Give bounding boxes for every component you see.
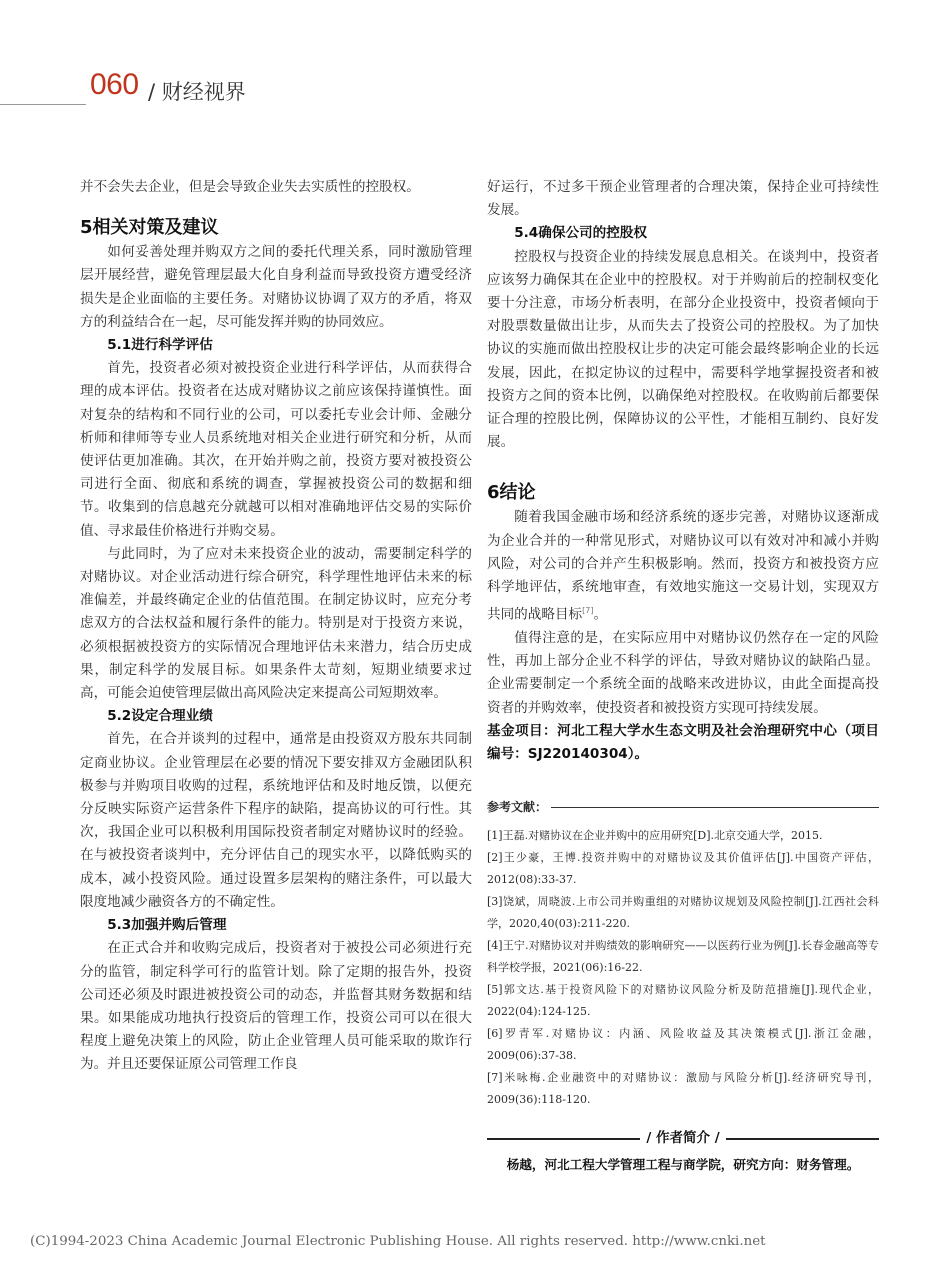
paragraph: 控股权与投资企业的持续发展息息相关。在谈判中，投资者应该努力确保其在企业中的控股权。对于并购前后的控制权变化要十分注意，市场分析表明，在部分企业投资中，投资者倾向于对股票数量做出让步，从而失去了投资公司的控股权。为了加快协议的实施而做出控股权让步的决定可能会最终影响企业的长远发展，因此，在拟定协议的过程中，需要科学地掌握投资者和被投资方之间的资本比例，以确保绝对控股权。在收购前后都要保证合理的控股比例，保障协议的公平性，才能相互制约、良好发展。 bbox=[487, 248, 879, 451]
paragraph: 首先，投资者必须对被投资企业进行科学评估，从而获得合理的成本评估。投资者在达成对赌协议之前应该保持谨慎性。面对复杂的结构和不同行业的公司，可以委托专业会计师、金融分析师和律师等专业人员系统地对相关企业进行研究和分析，从而使评估更加准确。其次，在开始并购之前，投资方要对被投资公司进行全面、彻底和系统的调查，掌握被投资公司的数据和细节。收集到的信息越充分就越可以相对准确地评估交易的实际价值、寻求最佳价格进行并购交易。 bbox=[80, 360, 472, 539]
author-rule-left bbox=[487, 1138, 640, 1140]
paragraph: 值得注意的是，在实际应用中对赌协议仍然存在一定的风险性，再加上部分企业不科学的评估，导致对赌协议的缺陷凸显。企业需要制定一个系统全面的战略来改进协议，由此全面提高投资者的并购效率，使投资者和被投资方实现可持续发展。 bbox=[487, 629, 879, 716]
header-rule bbox=[0, 104, 86, 105]
page-number: 060 bbox=[90, 68, 139, 101]
reference-item: [7]米咏梅.企业融资中的对赌协议：激励与风险分析[J].经济研究导刊，2009(36):118-120. bbox=[487, 1071, 879, 1107]
section-heading-5: 5相关对策及建议 bbox=[80, 217, 219, 239]
reference-item: [5]郭文达.基于投资风险下的对赌协议风险分析及防范措施[J].现代企业，2022(04):124-125. bbox=[487, 983, 879, 1019]
subsection-heading-5-1: 5.1进行科学评估 bbox=[107, 337, 213, 354]
paragraph-text: 。 bbox=[593, 606, 608, 623]
paragraph: 如何妥善处理并购双方之间的委托代理关系，同时激励管理层开展经营，避免管理层最大化自身利益而导致投资方遭受经济损失是企业面临的主要任务。对赌协议协调了双方的矛盾，将双方的利益结合在一起，尽可能发挥并购的协同效应。 bbox=[80, 244, 472, 330]
reference-item: [6]罗青军.对赌协议：内涵、风险收益及其决策模式[J].浙江金融，2009(06):37-38. bbox=[487, 1027, 879, 1063]
paragraph: 与此同时，为了应对未来投资企业的波动，需要制定科学的对赌协议。对企业活动进行综合研究，科学理性地评估未来的标准偏差，并最终确定企业的估值范围。在制定协议时，应充分考虑双方的合法权益和履行条件的能力。特别是对于投资方来说，必须根据被投资方的实际情况合理地评估未来潜力，结合历史成果，制定科学的发展目标。如果条件太苛刻，短期业绩要求过高，可能会迫使管理层做出高风险决定来提高公司短期效率。 bbox=[80, 545, 472, 702]
references-heading bbox=[487, 796, 879, 819]
subsection-heading-5-4: 5.4确保公司的控股权 bbox=[514, 225, 648, 242]
paragraph-text: 随着我国金融市场和经济系统的逐步完善，对赌协议逐渐成为企业合并的一种常见形式，对赌协议可以有效对冲和减小并购风险，对公司的合并产生积极影响。然而，投资方和被投资方应科学地评估，系统地审查，有效地实施这一交易计划，实现双方共同的战略目标 bbox=[487, 509, 879, 623]
paragraph: 好运行，不过多干预企业管理者的合理决策，保持企业可持续性发展。 bbox=[487, 179, 879, 219]
reference-list bbox=[487, 825, 879, 1111]
author-bio-text: 杨越，河北工程大学管理工程与商学院，研究方向：财务管理。 bbox=[506, 1156, 860, 1172]
paragraph: 在正式合并和收购完成后，投资者对于被投公司必须进行充分的监管，制定科学可行的监管计划。除了定期的报告外，投资公司还必须及时跟进被投资公司的动态，并监督其财务数据和结果。如果能成功地执行投资后的管理工作，投资公司可以在很大程度上避免决策上的风险，防止企业管理人员可能采取的欺诈行为。并且还要保证原公司管理工作良 bbox=[80, 940, 472, 1073]
paragraph bbox=[487, 506, 879, 627]
reference-item: [3]饶斌，周晓波.上市公司并购重组的对赌协议规划及风险控制[J].江西社会科学，2020,40(03):211-220. bbox=[487, 895, 879, 931]
section-title: / 财经视界 bbox=[148, 80, 246, 104]
reference-item: [1]王磊.对赌协议在企业并购中的应用研究[D].北京交通大学，2015. bbox=[487, 829, 823, 843]
subsection-heading-5-3: 5.3加强并购后管理 bbox=[107, 917, 227, 934]
copyright-footer: (C)1994-2023 China Academic Journal Electronic Publishing House. All rights reserved. http://www.cnki.net bbox=[30, 1234, 766, 1249]
right-column bbox=[487, 176, 879, 1176]
author-rule-right bbox=[726, 1138, 879, 1140]
references-rule bbox=[551, 807, 879, 808]
paragraph: 并不会失去企业，但是会导致企业失去实质性的控股权。 bbox=[80, 179, 420, 195]
reference-item: [4]王宁.对赌协议对并购绩效的影响研究——以医药行业为例[J].长春金融高等专科学校学报，2021(06):16-22. bbox=[487, 939, 879, 975]
citation-mark: [7] bbox=[582, 606, 594, 616]
section-heading-6: 6结论 bbox=[487, 482, 536, 504]
reference-item: [2]王少豪，王博.投资并购中的对赌协议及其价值评估[J].中国资产评估，2012(08):33-37. bbox=[487, 851, 879, 887]
left-column bbox=[80, 176, 472, 1077]
funding-note: 基金项目：河北工程大学水生态文明及社会治理研究中心（项目编号：SJ220140304）。 bbox=[487, 722, 879, 762]
subsection-heading-5-2: 5.2设定合理业绩 bbox=[107, 708, 213, 725]
references-title: 参考文献： bbox=[487, 800, 548, 815]
author-bio-heading bbox=[487, 1127, 879, 1150]
author-bio-label: / 作者简介 / bbox=[646, 1130, 720, 1147]
paragraph: 首先，在合并谈判的过程中，通常是由投资双方股东共同制定商业协议。企业管理层在必要的情况下要安排双方金融团队积极参与并购项目收购的过程，系统地评估和及时地反馈，以便充分反映实际资产运营条件下程序的缺陷，提高协议的可行性。其次，我国企业可以积极利用国际投资者制定对赌协议时的经验。在与被投资者谈判中，充分评估自己的现实水平，以降低购买的成本，减小投资风险。通过设置多层架构的赌注条件，可以最大限度地减少融资各方的不确定性。 bbox=[80, 731, 472, 910]
